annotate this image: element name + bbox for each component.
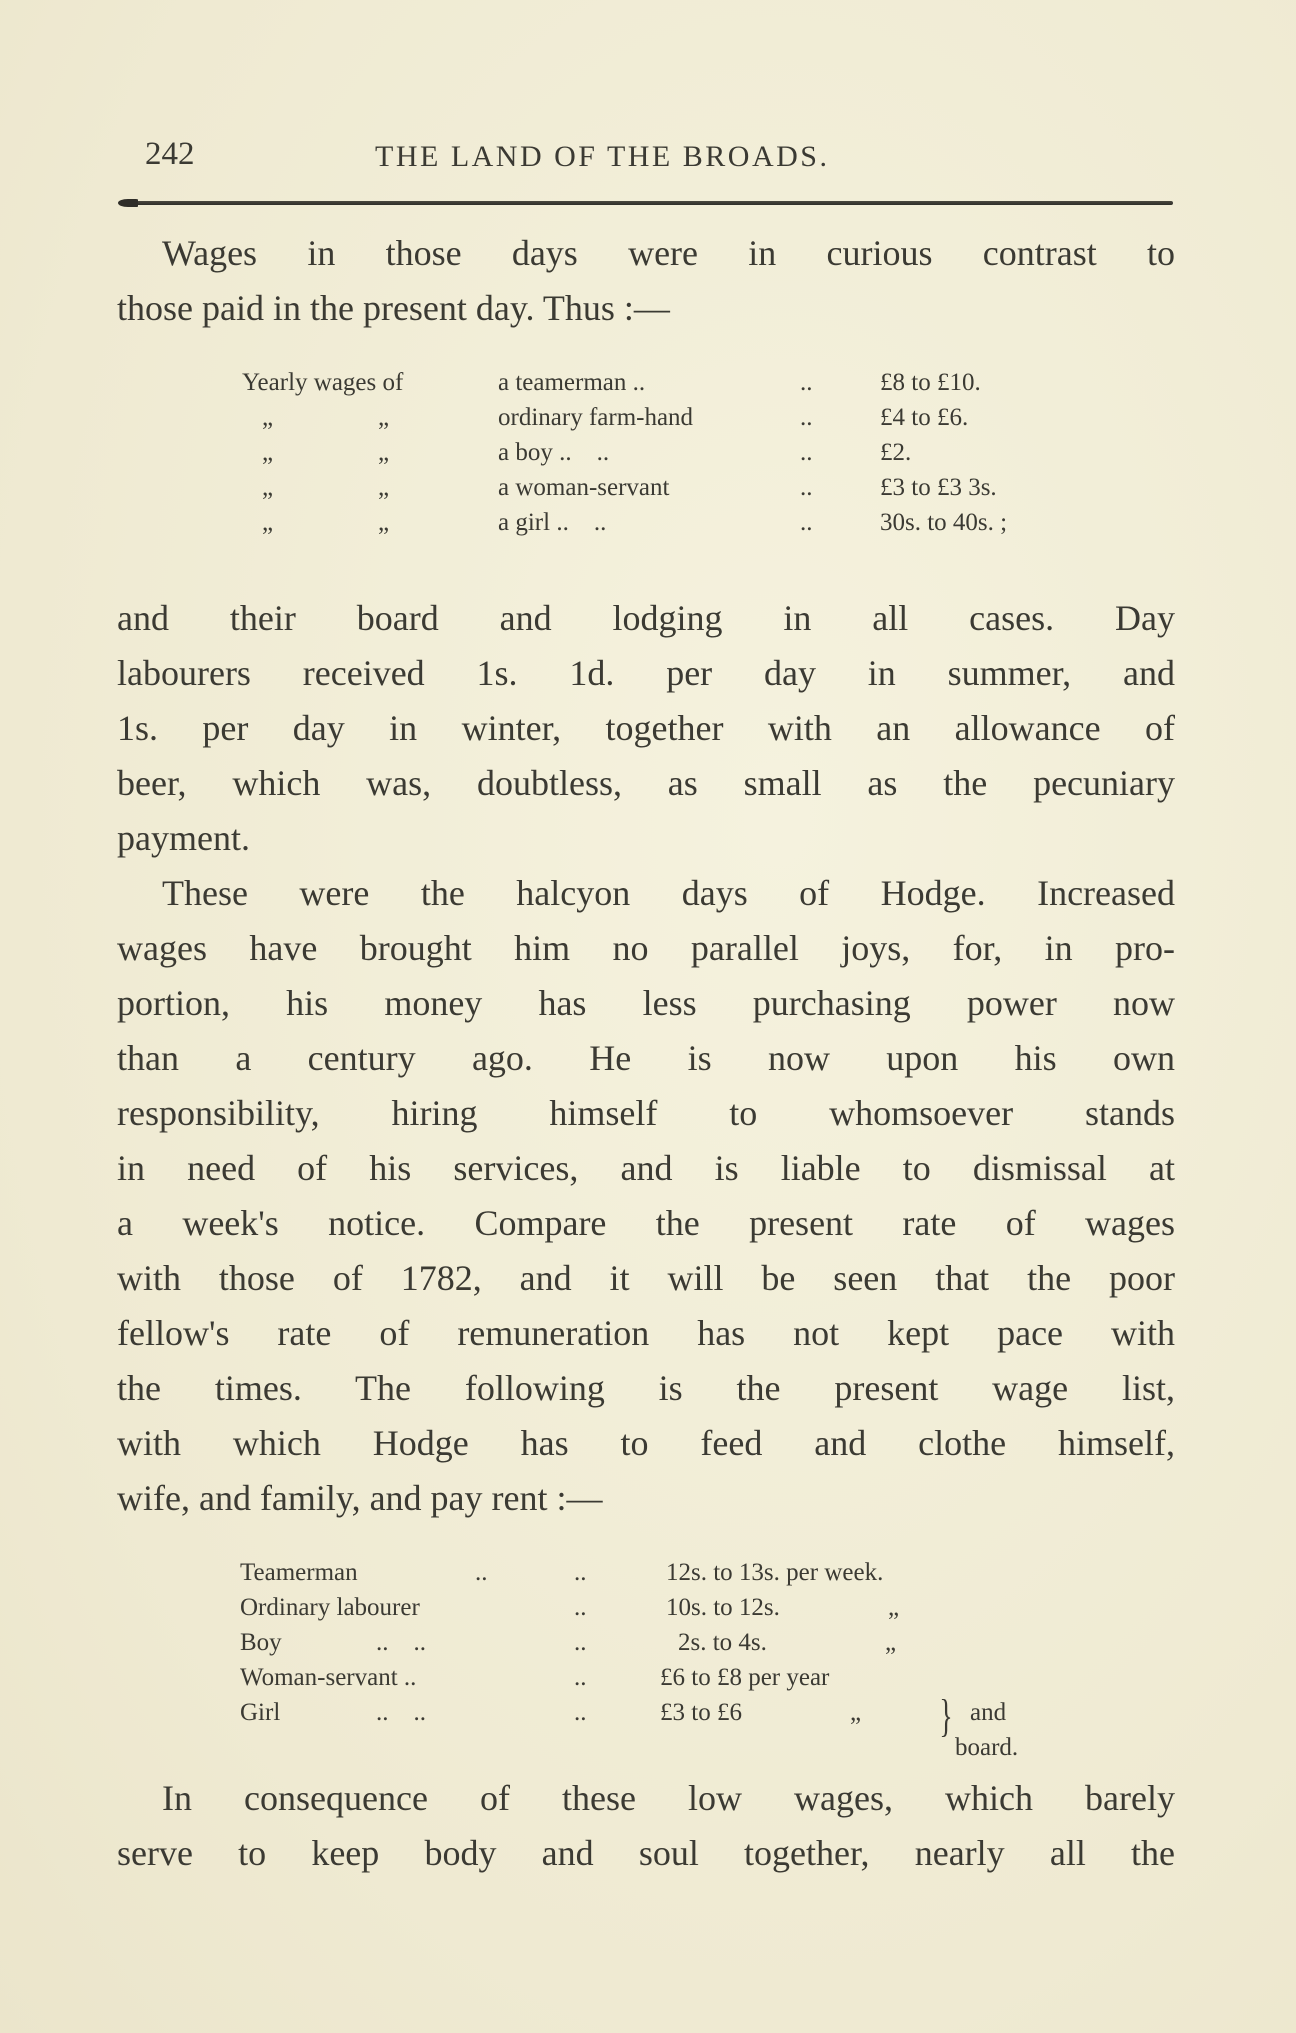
ditto-mark: „: [888, 1594, 900, 1621]
row-item: a teamerman ..: [498, 369, 646, 396]
row-item: a woman-servant: [498, 474, 670, 501]
table-row: [0, 435, 1296, 470]
row-item: ordinary farm-hand: [498, 404, 694, 431]
brace-note: board.: [955, 1734, 1019, 1761]
row-prefix: Yearly wages of: [242, 369, 404, 396]
text-line: In consequence of these low wages, which barely: [162, 1778, 1175, 1818]
table-row: [0, 365, 1296, 400]
text-line: These were the halcyon days of Hodge. Increased: [162, 873, 1175, 913]
page-number: 242: [145, 136, 195, 172]
text-line: a week's notice. Compare the present rate of wages: [117, 1203, 1175, 1243]
ditto-mark: „: [378, 404, 390, 431]
ditto-mark: „: [262, 404, 274, 431]
row-value: 30s. to 40s. ;: [880, 509, 1008, 536]
text-line: payment.: [117, 818, 250, 858]
leader-dots: ..: [800, 474, 813, 501]
row-item: Boy: [240, 1629, 282, 1656]
row-value: 2s. to 4s.: [678, 1629, 767, 1656]
leader-dots: ..: [574, 1664, 587, 1691]
header-rule: [120, 201, 1173, 205]
ditto-mark: „: [378, 439, 390, 466]
text-line: responsibility, hiring himself to whomsoever stands: [117, 1093, 1175, 1133]
row-item: Woman-servant ..: [240, 1664, 417, 1691]
text-line: 1s. per day in winter, together with an allowance of: [117, 708, 1175, 748]
text-line: Wages in those days were in curious contrast to: [162, 233, 1175, 273]
ditto-mark: „: [378, 509, 390, 536]
ditto-mark: „: [885, 1629, 897, 1656]
leader-dots: ..: [475, 1559, 488, 1586]
ditto-mark: „: [262, 509, 274, 536]
row-value: 12s. to 13s. per week.: [666, 1559, 884, 1586]
table-row: [0, 1660, 1296, 1695]
table-row: [0, 505, 1296, 540]
leader-dots: ..: [800, 404, 813, 431]
row-item: Ordinary labourer: [240, 1594, 420, 1621]
table-row: [0, 1590, 1296, 1625]
table-row: [0, 1625, 1296, 1660]
present-wage-table: [0, 1555, 1296, 1761]
table-row: [0, 470, 1296, 505]
leader-dots: ..: [574, 1699, 587, 1726]
leader-dots: .. ..: [376, 1629, 426, 1656]
row-item: Teamerman: [240, 1559, 358, 1586]
row-item: a boy .. ..: [498, 439, 610, 466]
leader-dots: ..: [800, 369, 813, 396]
row-value: £4 to £6.: [880, 404, 969, 431]
text-line: portion, his money has less purchasing power now: [117, 983, 1175, 1023]
text-line: labourers received 1s. 1d. per day in summer, and: [117, 653, 1175, 693]
leader-dots: ..: [800, 509, 813, 536]
row-value: £3 to £6: [660, 1699, 742, 1726]
text-line: wife, and family, and pay rent :—: [117, 1478, 603, 1518]
text-line: those paid in the present day. Thus :—: [117, 288, 670, 328]
text-line: and their board and lodging in all cases. Day: [117, 598, 1175, 638]
row-value: £8 to £10.: [880, 369, 981, 396]
leader-dots: ..: [574, 1594, 587, 1621]
brace-glyph: }: [939, 1690, 953, 1741]
ditto-mark: „: [262, 439, 274, 466]
text-line: with those of 1782, and it will be seen that the poor: [117, 1258, 1175, 1298]
historic-wage-table: [0, 365, 1296, 540]
text-line: the times. The following is the present wage list,: [117, 1368, 1175, 1408]
ditto-mark: „: [262, 474, 274, 501]
leader-dots: ..: [574, 1559, 587, 1586]
leader-dots: ..: [800, 439, 813, 466]
row-value: 10s. to 12s.: [666, 1594, 780, 1621]
table-row: [0, 400, 1296, 435]
leader-dots: .. ..: [376, 1699, 426, 1726]
text-line: serve to keep body and soul together, nearly all the: [117, 1833, 1175, 1873]
text-line: beer, which was, doubtless, as small as the pecuniary: [117, 763, 1175, 803]
text-line: with which Hodge has to feed and clothe himself,: [117, 1423, 1175, 1463]
row-value: £6 to £8 per year: [660, 1664, 830, 1691]
brace-note: and: [970, 1699, 1007, 1726]
row-value: £2.: [880, 439, 912, 466]
text-line: wages have brought him no parallel joys, for, in pro-: [117, 928, 1175, 968]
ditto-mark: „: [850, 1699, 862, 1726]
text-line: fellow's rate of remuneration has not kept pace with: [117, 1313, 1175, 1353]
row-item: a girl .. ..: [498, 509, 607, 536]
table-row: [0, 1695, 1296, 1730]
text-line: than a century ago. He is now upon his own: [117, 1038, 1175, 1078]
running-title: THE LAND OF THE BROADS.: [375, 140, 830, 173]
leader-dots: ..: [574, 1629, 587, 1656]
row-item: Girl: [240, 1699, 281, 1726]
text-line: in need of his services, and is liable to dismissal at: [117, 1148, 1175, 1188]
table-row: [0, 1555, 1296, 1590]
ditto-mark: „: [378, 474, 390, 501]
row-value: £3 to £3 3s.: [880, 474, 997, 501]
